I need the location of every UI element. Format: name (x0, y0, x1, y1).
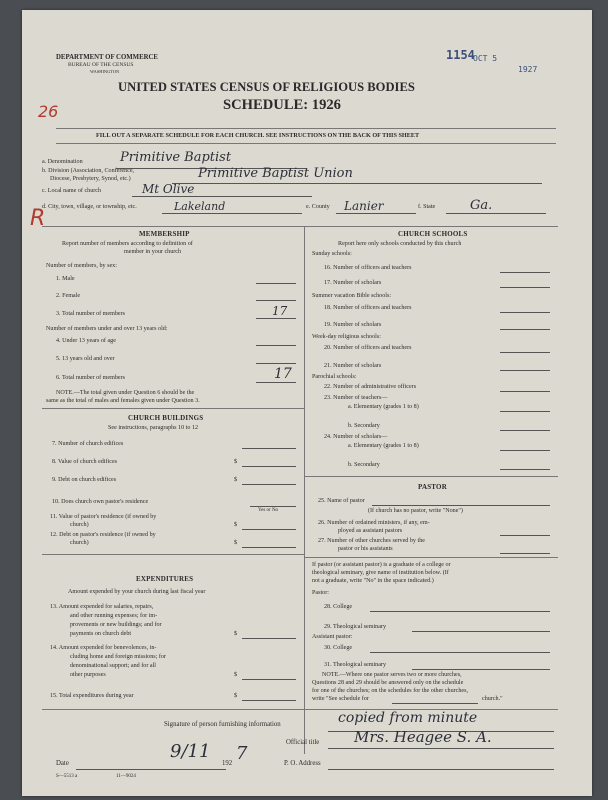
q24a-line (500, 450, 550, 451)
q11-line-2: church) (70, 522, 89, 528)
q19: 19. Number of scholars (324, 322, 382, 328)
form-title: UNITED STATES CENSUS OF RELIGIOUS BODIES (118, 80, 415, 94)
q11-answer-line (242, 529, 296, 530)
q9-dollar: $ (234, 477, 238, 483)
official-title-value: Mrs. Heagee S. A. (354, 728, 492, 746)
schools-intro: Report here only schools conducted by this church (338, 241, 462, 247)
form-number: S—5513 a (56, 774, 78, 779)
q12-answer-line (242, 547, 296, 548)
buildings-intro: See instructions, paragraphs 10 to 12 (108, 425, 199, 431)
form-instruction: FILL OUT A SEPARATE SCHEDULE FOR EACH CHURCH. SEE INSTRUCTIONS ON THE BACK OF THIS SHEET (96, 132, 420, 139)
q29-line (412, 631, 550, 632)
q1-line (256, 283, 296, 284)
q25-note: (If church has no pastor, write "None") (368, 508, 463, 514)
bureau-name: BUREAU OF THE CENSUS (68, 62, 134, 68)
denomination-label: a. Denomination (42, 159, 83, 165)
q23a: a. Elementary (grades 1 to 8) (348, 404, 419, 410)
q20-line (500, 352, 550, 353)
red-annotation-number: 26 (38, 102, 59, 121)
q31-line (412, 669, 550, 670)
q23b-line (500, 430, 550, 431)
membership-note-2: same as the total of males and females given under Question 3. (46, 398, 200, 404)
q11-dollar: $ (234, 522, 238, 528)
state-value: Ga. (470, 198, 493, 213)
q15-answer-line (242, 700, 296, 701)
summer-schools: Summer vacation Bible schools: (312, 293, 392, 299)
q3-line (256, 318, 296, 319)
q15-total: 15. Total expenditures during year (50, 693, 134, 699)
q28: 28. College (324, 604, 353, 610)
year-prefix: 192 (222, 760, 233, 767)
q1-male: 1. Male (56, 276, 75, 282)
graduate-rule (304, 557, 558, 558)
q5-13-and-over: 5. 13 years old and over (56, 356, 115, 362)
official-title-line (328, 748, 554, 749)
header-rule (56, 128, 556, 129)
q4-line (256, 345, 296, 346)
membership-intro-2: member in your church (124, 249, 182, 255)
q13-line-4: payments on church debt (70, 631, 132, 637)
department-name: DEPARTMENT OF COMMERCE (56, 54, 158, 61)
buildings-heading: CHURCH BUILDINGS (128, 414, 204, 422)
instruction-rule (56, 143, 556, 144)
po-address-line (328, 769, 554, 770)
pastor-note-1: NOTE.—Where one pastor serves two or more churches, (322, 672, 462, 678)
date-label: Date (56, 760, 69, 767)
q16-line (500, 272, 550, 273)
census-schedule-page (22, 10, 592, 796)
q22-line (500, 391, 550, 392)
q7-edifices: 7. Number of church edifices (52, 441, 124, 447)
expenditures-rule (42, 554, 304, 555)
signature-label: Signature of person furnishing information (164, 721, 281, 728)
q8-line (242, 466, 296, 467)
q24a: a. Elementary (grades 1 to 8) (348, 443, 419, 449)
q12-line-1: 12. Debt on pastor's residence (if owned by (50, 532, 156, 538)
county-label: e. County (306, 204, 330, 210)
q2-line (256, 300, 296, 301)
q4-under-13: 4. Under 13 years of age (56, 338, 116, 344)
q14-line-1: 14. Amount expended for benevolences, in- (50, 645, 157, 651)
pastor-note-2: Questions 28 and 29 should be answered only on the schedule (312, 680, 464, 686)
q5-line (256, 363, 296, 364)
q30-line (370, 652, 550, 653)
membership-note-1: NOTE.—The total given under Question 6 should be the (56, 390, 195, 396)
city-value: Lakeland (174, 200, 226, 213)
received-stamp-date: OCT 5 (473, 54, 498, 63)
denomination-value: Primitive Baptist (120, 150, 232, 165)
county-line (336, 213, 416, 214)
church-name-value: Mt Olive (142, 182, 195, 196)
graduate-text-3: not a graduate, write "No" in the space indicated.) (312, 578, 434, 584)
q13-line-3: provements or new buildings; and for (70, 622, 162, 628)
date-value: 9/11 (170, 741, 211, 762)
parochial-schools: Parochial schools: (312, 374, 357, 380)
official-title-label: Official title (286, 739, 320, 746)
q27-line-2: pastor or his assistants (338, 546, 393, 552)
q10-residence: 10. Does church own pastor's residence (52, 499, 149, 505)
q9-debt: 9. Debt on church edifices (52, 477, 117, 483)
q23: 23. Number of teachers— (324, 395, 388, 401)
q25-line (372, 505, 550, 506)
q21-line (500, 370, 550, 371)
q14-answer-line (242, 679, 296, 680)
q13-dollar: $ (234, 631, 238, 637)
church-name-line (132, 196, 312, 197)
q12-line-2: church) (70, 540, 89, 546)
division-label: b. Division (Association, Conference, (42, 168, 135, 174)
graduate-text-2: theological seminary, give name of institution below. (If (312, 570, 449, 576)
q27-answer-line (500, 553, 550, 554)
q15-dollar: $ (234, 693, 238, 699)
print-number: 11—9024 (116, 774, 136, 779)
q13-line-1: 13. Amount expended for salaries, repairs, (50, 604, 154, 610)
division-line (172, 183, 542, 184)
q8-dollar: $ (234, 459, 238, 465)
q18-line (500, 312, 550, 313)
q3-value: 17 (272, 304, 288, 318)
q26-line-1: 26. Number of ordained ministers, if any, em- (318, 520, 430, 526)
under-over-13: Number of members under and over 13 years old: (46, 326, 168, 332)
schools-heading: CHURCH SCHOOLS (398, 230, 468, 238)
pastor-heading: PASTOR (418, 483, 447, 491)
pastor-sub-label: Pastor: (312, 590, 329, 596)
pastor-rule (304, 476, 558, 477)
expenditures-heading: EXPENDITURES (136, 575, 194, 583)
pastor-note-blank (392, 703, 478, 704)
po-address-label: P. O. Address (284, 760, 321, 767)
q9-line (242, 484, 296, 485)
sunday-schools: Sunday schools: (312, 251, 352, 257)
expenditures-intro: Amount expended by your church during last fiscal year (68, 589, 206, 595)
signature-value: copied from minute (338, 710, 478, 726)
assistant-sub-label: Assistant pastor: (312, 634, 353, 640)
q24b-line (500, 469, 550, 470)
q8-value: 8. Value of church edifices (52, 459, 118, 465)
q2-female: 2. Female (56, 293, 81, 299)
q31: 31. Theological seminary (324, 662, 386, 668)
q14-line-4: other purposes (70, 672, 106, 678)
q3-total: 3. Total number of members (56, 311, 126, 317)
date-line (76, 769, 226, 770)
pastor-note-3: for one of the churches; on the schedules for the other churches, (312, 688, 469, 694)
q16: 16. Number of officers and teachers (324, 265, 412, 271)
q10-yes-no: Yes or No (258, 508, 279, 513)
table-bottom-rule (42, 709, 558, 710)
bureau-city: WASHINGTON (90, 69, 120, 74)
received-stamp-number: 1154 (446, 48, 475, 62)
q21: 21. Number of scholars (324, 363, 382, 369)
q17: 17. Number of scholars (324, 280, 382, 286)
city-line (162, 213, 302, 214)
q6-value: 17 (274, 366, 292, 382)
table-top-rule (42, 226, 558, 227)
year-value: 7 (236, 743, 248, 764)
buildings-rule (42, 408, 304, 409)
q13-answer-line (242, 638, 296, 639)
division-label-2: Diocese, Presbytery, Synod, etc.) (50, 176, 131, 182)
city-label: d. City, town, village, or township, etc. (42, 204, 137, 210)
q14-line-3: denominational support; and for all (70, 663, 156, 669)
q22: 22. Number of administrative officers (324, 384, 417, 390)
q11-line-1: 11. Value of pastor's residence (if owned by (50, 514, 157, 520)
pastor-note-4b: church." (482, 696, 503, 702)
q14-line-2: cluding home and foreign missions; for (70, 654, 166, 660)
red-annotation-letter: R (30, 206, 46, 231)
q6-total: 6. Total number of members (56, 375, 126, 381)
q23a-line (500, 411, 550, 412)
members-by-sex: Number of members, by sex: (46, 263, 117, 269)
church-name-label: c. Local name of church (42, 188, 102, 194)
division-value: Primitive Baptist Union (198, 166, 353, 181)
column-divider (304, 226, 305, 754)
q10-line (250, 506, 296, 507)
q13-line-2: and other running expenses; for im- (70, 613, 158, 619)
weekday-schools: Week-day religious schools: (312, 334, 381, 340)
q7-line (242, 448, 296, 449)
pastor-note-4: write "See schedule for (312, 696, 369, 702)
q27-line-1: 27. Number of other churches served by the (318, 538, 425, 544)
q18: 18. Number of officers and teachers (324, 305, 412, 311)
county-value: Lanier (344, 199, 384, 213)
q17-line (500, 287, 550, 288)
q23b: b. Secondary (348, 423, 380, 429)
q12-dollar: $ (234, 540, 238, 546)
q24: 24. Number of scholars— (324, 434, 388, 440)
q26-line-2: ployed as assistant pastors (338, 528, 403, 534)
q26-answer-line (500, 535, 550, 536)
state-line (446, 213, 546, 214)
state-label: f. State (418, 204, 436, 210)
q30: 30. College (324, 645, 353, 651)
received-stamp-year: 1927 (518, 65, 538, 74)
form-subtitle: SCHEDULE: 1926 (223, 97, 341, 113)
q14-dollar: $ (234, 672, 238, 678)
membership-heading: MEMBERSHIP (139, 230, 190, 238)
q6-line (256, 382, 296, 383)
graduate-text-1: If pastor (or assistant pastor) is a graduate of a college or (312, 562, 451, 568)
q20: 20. Number of officers and teachers (324, 345, 412, 351)
q28-line (370, 611, 550, 612)
q29: 29. Theological seminary (324, 624, 386, 630)
q25: 25. Name of pastor (318, 498, 365, 504)
q24b: b. Secondary (348, 462, 380, 468)
membership-intro-1: Report number of members according to definition of (62, 241, 193, 247)
q19-line (500, 329, 550, 330)
